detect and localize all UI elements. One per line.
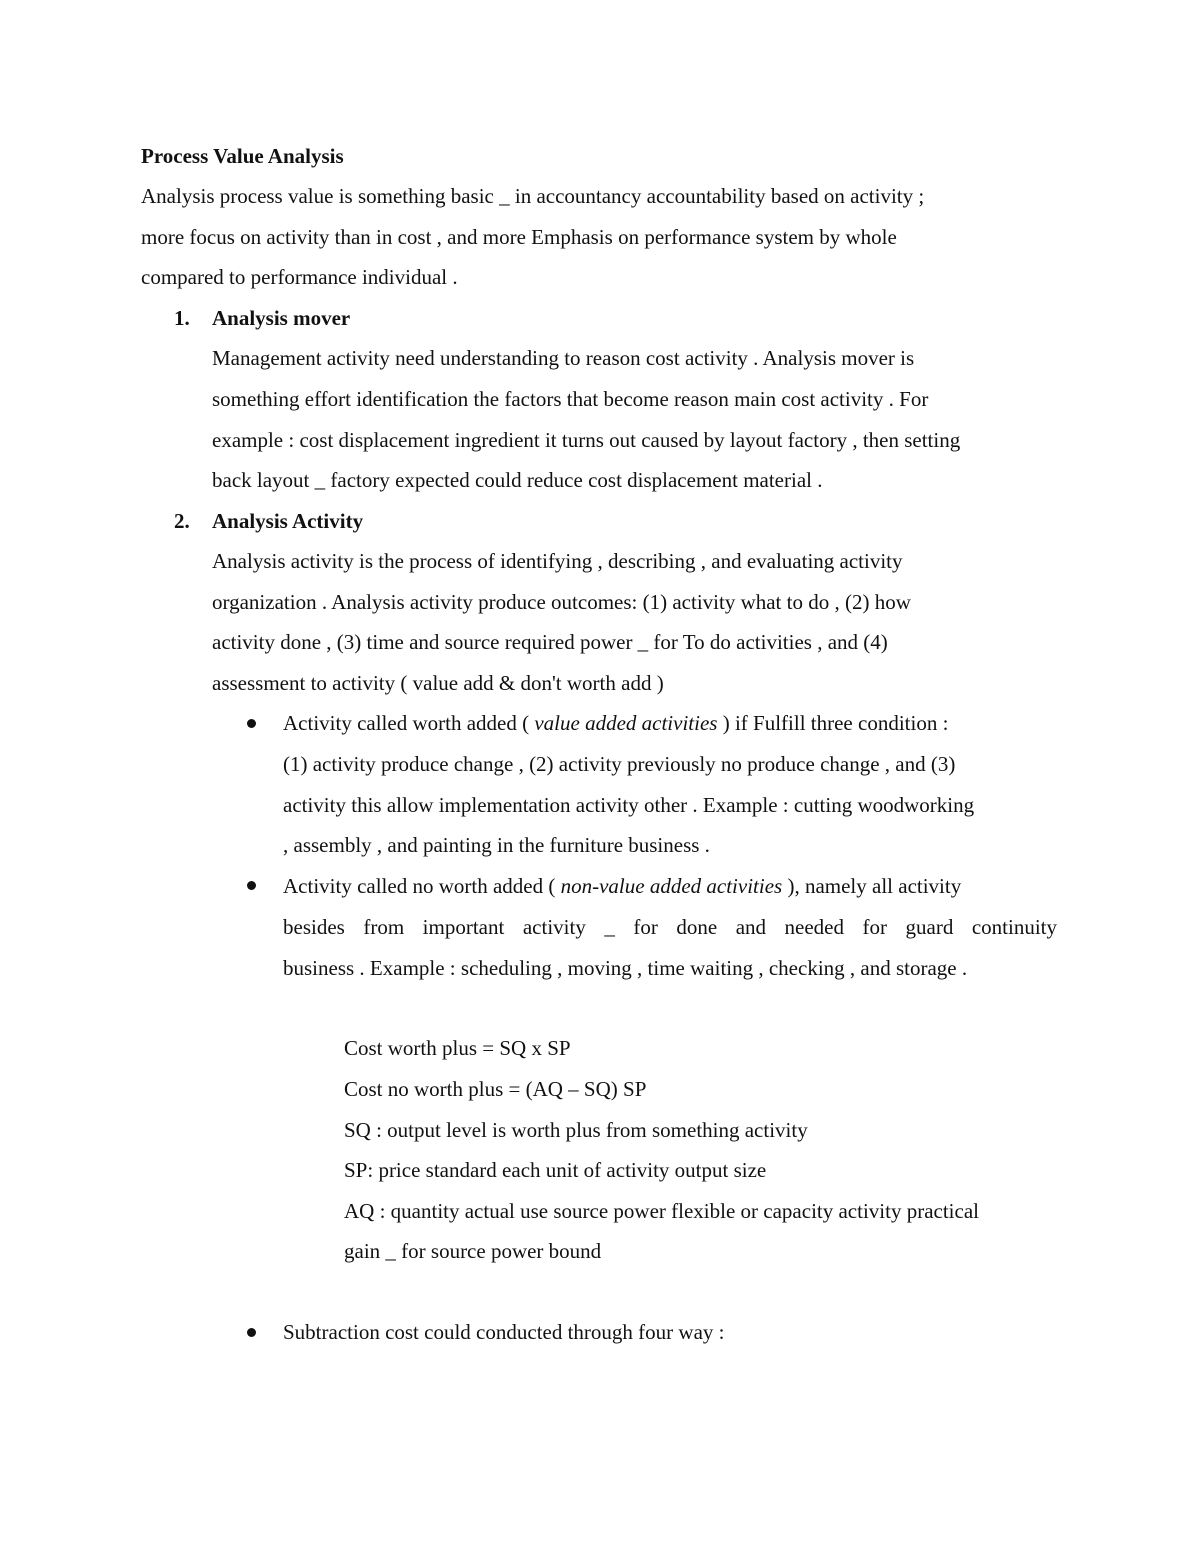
section-number: 2. <box>174 509 190 533</box>
formula-line: SQ : output level is worth plus from something activity <box>344 1118 808 1142</box>
bullet-line: activity this allow implementation activity other . Example : cutting woodworking <box>283 793 975 817</box>
section-body-line: organization . Analysis activity produce outcomes: (1) activity what to do , (2) how <box>212 590 911 614</box>
section-body-line: example : cost displacement ingredient it turns out caused by layout factory , then setting <box>212 428 961 452</box>
bullet-text: Activity called worth added ( <box>283 711 535 735</box>
section-body-line: activity done , (3) time and source required power _ for To do activities , and (4) <box>212 630 888 654</box>
intro-line: Analysis process value is something basic _ in accountancy accountability based on activity ; <box>141 184 925 208</box>
section-heading: Analysis mover <box>212 306 351 330</box>
bullet-italic-term: non-value added activities <box>560 874 783 898</box>
bullet-first-line <box>283 866 961 907</box>
section-body-line: something effort identification the factors that become reason main cost activity . For <box>212 387 929 411</box>
bullet-line: besides from important activity _ for done and needed for guard continuity <box>283 915 1057 939</box>
bullet-text: ) if Fulfill three condition : <box>717 711 949 735</box>
section-number: 1. <box>174 306 190 330</box>
section-heading: Analysis Activity <box>212 509 364 533</box>
bullet-italic-term: value added activities <box>534 711 718 735</box>
intro-line: compared to performance individual . <box>141 265 458 289</box>
bullet-marker <box>247 1328 256 1337</box>
bullet-marker <box>247 881 256 890</box>
bullet-first-line: Subtraction cost could conducted through four way : <box>283 1320 725 1344</box>
bullet-text: Activity called no worth added ( <box>283 874 561 898</box>
document-title: Process Value Analysis <box>141 144 344 168</box>
formula-line: Cost worth plus = SQ x SP <box>344 1036 571 1060</box>
section-body-line: Management activity need understanding to reason cost activity . Analysis mover is <box>212 346 915 370</box>
section-body-line: assessment to activity ( value add & don't worth add ) <box>212 671 664 695</box>
bullet-line: , assembly , and painting in the furniture business . <box>283 833 710 857</box>
bullet-line: business . Example : scheduling , moving , time waiting , checking , and storage . <box>283 956 968 980</box>
formula-line: gain _ for source power bound <box>344 1239 602 1263</box>
formula-line: AQ : quantity actual use source power flexible or capacity activity practical <box>344 1199 979 1223</box>
bullet-text: ), namely all activity <box>782 874 962 898</box>
bullet-marker <box>247 719 256 728</box>
formula-line: Cost no worth plus = (AQ – SQ) SP <box>344 1077 647 1101</box>
intro-line: more focus on activity than in cost , and more Emphasis on performance system by whole <box>141 225 897 249</box>
formula-line: SP: price standard each unit of activity output size <box>344 1158 767 1182</box>
bullet-first-line <box>283 703 948 744</box>
section-body-line: back layout _ factory expected could reduce cost displacement material . <box>212 468 823 492</box>
section-body-line: Analysis activity is the process of identifying , describing , and evaluating activity <box>212 549 903 573</box>
bullet-line: (1) activity produce change , (2) activity previously no produce change , and (3) <box>283 752 956 776</box>
